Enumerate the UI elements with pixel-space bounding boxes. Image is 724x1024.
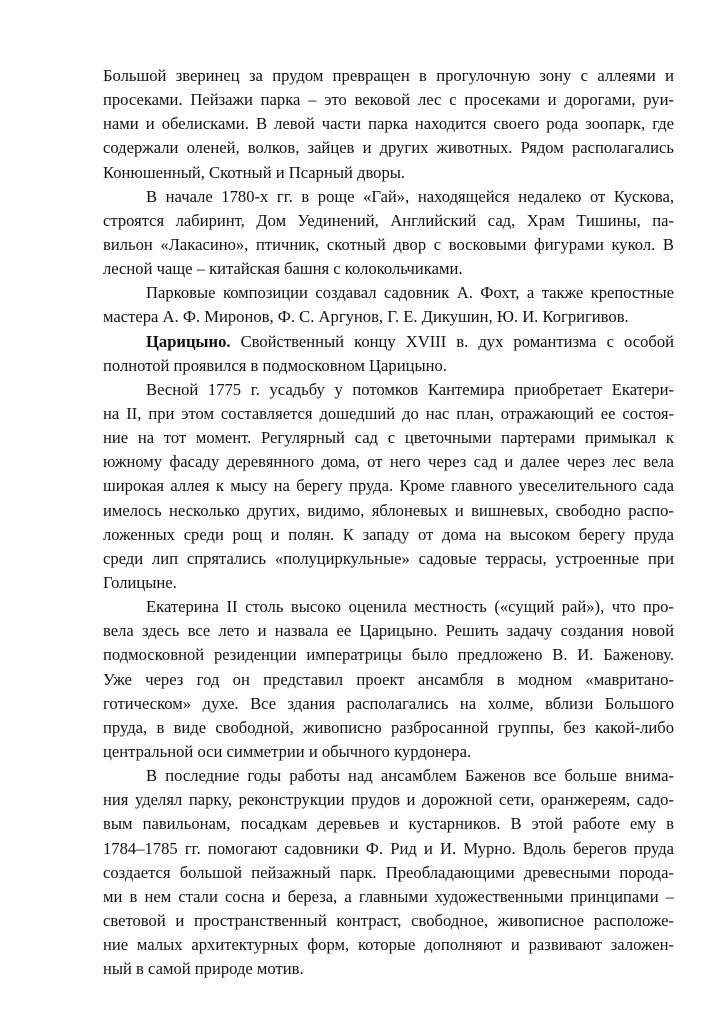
- text-line: подмосковной резиденции императрицы было предложено В. И. Баженову.: [103, 645, 674, 665]
- text-line: В последние годы работы над ансамблем Баженов все больше внима-: [146, 766, 674, 786]
- text-line: ния уделял парку, реконструкции прудов и дорожной сети, оранжереям, садо-: [103, 790, 674, 810]
- text-line: содержали оленей, волков, зайцев и других животных. Рядом располагались: [103, 138, 674, 158]
- text-line: полнотой проявился в подмосковном Царицыно.: [103, 355, 447, 375]
- text-line: широкая аллея к мысу на берегу пруда. Кроме главного увеселительного сада: [103, 476, 674, 496]
- text-line: вым павильонам, посадкам деревьев и кустарников. В этой работе ему в: [103, 814, 674, 834]
- text-line: южному фасаду деревянного дома, от него через сад и далее через лес вела: [103, 452, 674, 472]
- text-line: ный в самой природе мотив.: [103, 959, 304, 979]
- text-line: Уже через год он представил проект ансамбля в модном «мавританo-: [103, 669, 674, 689]
- paragraph-3: [103, 281, 674, 329]
- text-line: вильон «Лакасино», птичник, скотный двор с восковыми фигурами кукол. В: [103, 234, 674, 254]
- text-line: ми в нем стали сосна и береза, а главными художественными принципами –: [103, 886, 674, 906]
- text-line: создается большой пейзажный парк. Преобладающими древесными порода-: [103, 862, 674, 882]
- paragraph-1: [103, 64, 674, 185]
- paragraph-4: [103, 330, 674, 378]
- text-line: ложенных среди рощ и полян. К западу от дома на высоком берегу пруда: [103, 524, 674, 544]
- text-line: просеками. Пейзажи парка – это вековой лес с просеками и дорогами, руи-: [103, 90, 674, 110]
- text-line: среди лип спрятались «полуциркульные» садовые террасы, устроенные при: [103, 548, 674, 568]
- text-line: 1784–1785 гг. помогают садовники Ф. Рид и И. Мурно. Вдоль берегов пруда: [103, 838, 674, 858]
- text-line: лесной чаще – китайская башня с колокольчиками.: [103, 259, 463, 279]
- text-line: Весной 1775 г. усадьбу у потомков Кантемира приобретает Екатери-: [146, 379, 674, 399]
- text-line: имелось несколько других, видимо, яблоневых и вишневых, свободно распо-: [103, 500, 674, 520]
- text-line-rest: Свойственный концу XVIII в. дух романтизма с особой: [230, 331, 674, 351]
- text-line: ние на тот момент. Регулярный сад с цветочными партерами примыкал к: [103, 428, 674, 448]
- text-line: В начале 1780-х гг. в роще «Гай», находящейся недалеко от Кускова,: [146, 186, 674, 206]
- paragraph-5: [103, 378, 674, 595]
- text-line: Парковые композиции создавал садовник А. Фохт, а также крепостные: [146, 283, 674, 303]
- text-body: [103, 64, 674, 981]
- text-line: строятся лабиринт, Дом Уединений, Английский сад, Храм Тишины, па-: [103, 210, 674, 230]
- text-line: нами и обелисками. В левой части парка находится своего рода зоопарк, где: [103, 114, 674, 134]
- text-line: пруда, в виде свободной, живописно разбросанной группы, без какой-либо: [103, 717, 674, 737]
- section-heading-tsaritsyno: Царицыно.: [146, 331, 231, 351]
- text-line: мастера А. Ф. Миронов, Ф. С. Аргунов, Г. Е. Дикушин, Ю. И. Когригивов.: [103, 307, 629, 327]
- text-line: Екатерина II столь высоко оценила местность («сущий рай»), что про-: [146, 597, 674, 617]
- paragraph-7: [103, 764, 674, 981]
- paragraph-2: [103, 185, 674, 282]
- text-line: ние малых архитектурных форм, которые дополняют и развивают заложен-: [103, 935, 674, 955]
- text-line: Голицыне.: [103, 572, 177, 592]
- text-line: [103, 330, 674, 354]
- text-line: световой и пространственный контраст, свободное, живописное расположе-: [103, 910, 674, 930]
- text-line: готическом» духе. Все здания располагались на холме, вблизи Большого: [103, 693, 674, 713]
- text-line: Конюшенный, Скотный и Псарный дворы.: [103, 162, 406, 182]
- text-line: вела здесь все лето и назвала ее Царицыно. Решить задачу создания новой: [103, 621, 674, 641]
- text-line: на II, при этом составляется дошедший до нас план, отражающий ее состоя-: [103, 403, 674, 423]
- text-line: центральной оси симметрии и обычного курдонера.: [103, 741, 472, 761]
- paragraph-6: [103, 595, 674, 764]
- text-line: Большой зверинец за прудом превращен в прогулочную зону с аллеями и: [103, 66, 674, 85]
